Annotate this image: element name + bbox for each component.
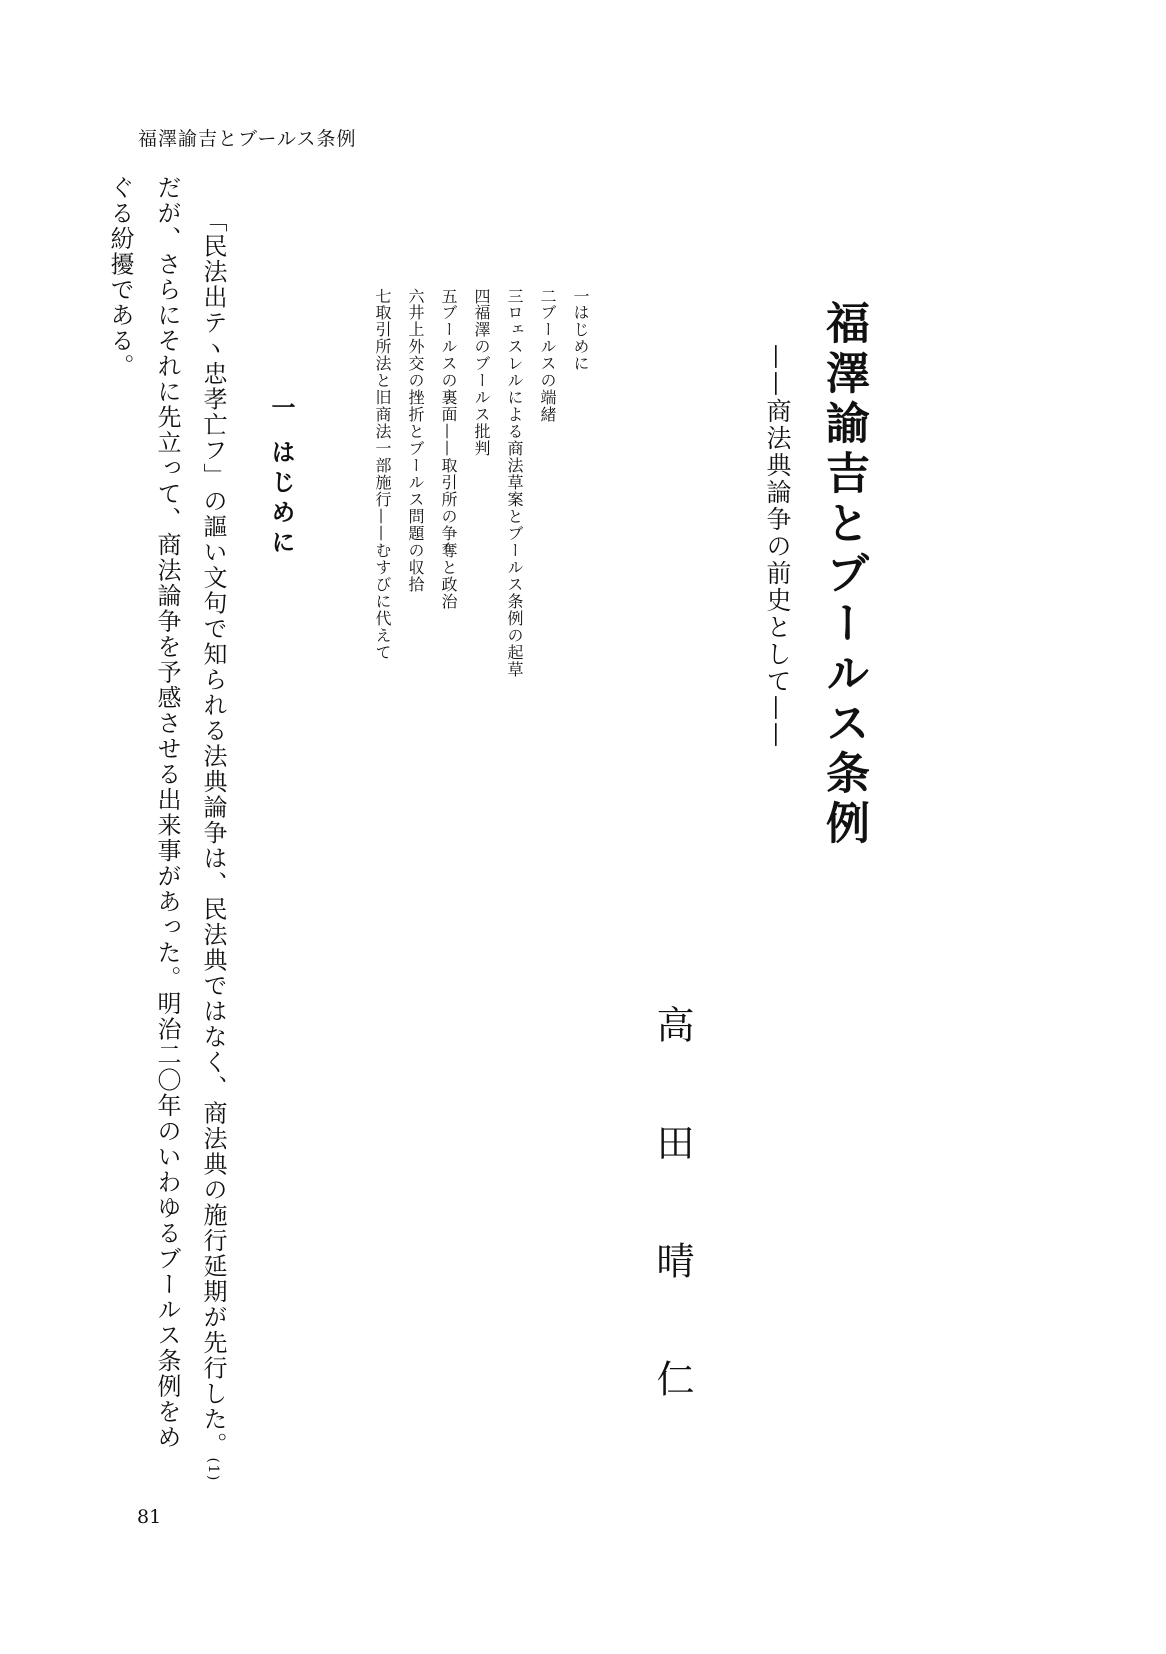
toc-item[interactable] — [536, 288, 566, 423]
body-text-segment: 「民法出テヽ忠孝亡フ」の謳い文句で知られる法典論争は、民法典ではなく、商法典の施行延期が先行した。 — [199, 208, 227, 1458]
table-of-contents — [370, 288, 600, 758]
toc-item[interactable] — [503, 288, 533, 678]
article-title: 福澤諭吉とブールス条例 — [818, 300, 869, 850]
toc-title: ブールスの裏面——取引所の争奪と政治 — [439, 304, 458, 610]
toc-number: 一 — [571, 288, 590, 304]
toc-title: ブールスの端緒 — [538, 304, 557, 423]
toc-item[interactable] — [470, 288, 500, 457]
body-line — [198, 208, 228, 1482]
page-number: 81 — [137, 1506, 162, 1528]
body-line: だが、さらにそれに先立って、商法論争を予感させる出来事があった。明治二〇年のいわゆるブールス条例をめ — [153, 175, 181, 1450]
toc-title: 福澤のブールス批判 — [472, 304, 491, 457]
toc-title: はじめに — [571, 304, 590, 372]
toc-number: 二 — [538, 288, 557, 304]
body-line: ぐる紛擾である。 — [106, 175, 134, 379]
toc-item[interactable] — [569, 288, 599, 372]
article-subtitle: ——商法典論争の前史として—— — [763, 344, 792, 749]
running-header: 福澤諭吉とブールス条例 — [138, 128, 357, 150]
toc-number: 五 — [439, 288, 458, 304]
toc-title: 井上外交の挫折とブールス問題の収拾 — [406, 304, 425, 593]
footnote-reference[interactable]: (1) — [205, 1457, 221, 1482]
toc-title: ロェスレルによる商法草案とブールス条例の起草 — [505, 304, 524, 678]
toc-item[interactable] — [404, 288, 434, 593]
section-heading: 一 はじめに — [267, 395, 296, 560]
toc-title: 取引所法と旧商法一部施行——むすびに代えて — [373, 304, 392, 661]
toc-number: 七 — [373, 288, 392, 304]
author-name: 高田晴仁 — [650, 1005, 694, 1477]
toc-number: 六 — [406, 288, 425, 304]
toc-number: 四 — [472, 288, 491, 304]
toc-item[interactable] — [371, 288, 401, 661]
toc-item[interactable] — [437, 288, 467, 610]
toc-number: 三 — [505, 288, 524, 304]
